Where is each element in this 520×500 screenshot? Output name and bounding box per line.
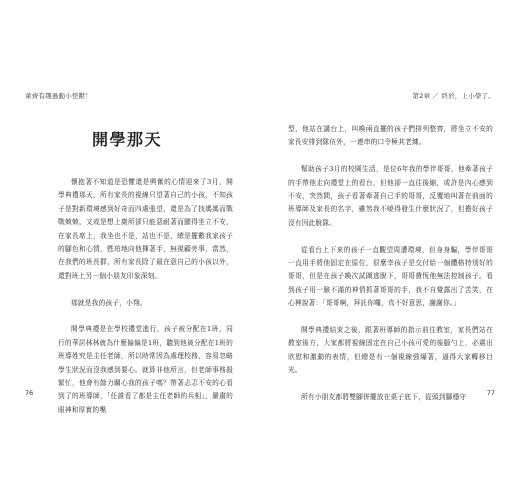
- paragraph: 所有小朋友都將雙腳併攏放在桌子底下，從頭到腳穩守: [301, 393, 467, 402]
- page-number: 76: [25, 389, 34, 397]
- right-page: [260, 0, 520, 500]
- chapter-title: 開學那天: [92, 130, 163, 149]
- running-head: 萊齊有趣過動小怪獸！: [25, 92, 92, 100]
- paragraph: 那就是我的孩子，小翔。: [71, 298, 147, 307]
- paragraph: 開學典禮是在學校禮堂進行，孩子被分配在1班，同行的華居林林就為什麼偏偏是1班，聽到他被分配在1班的班導姓究是主任老師，所以時常因為處理校務，容易忽略學生狀況而沒我感到要心。就算非他所言，但老師事務殺繁忙，他會有餘力關心我的孩子嗎？帶著忐忑不安的心看到了的班導師，「任誰看了都是主任老師的兵相」，嚴肅的眼神和厚實的嘴: [58, 325, 233, 414]
- running-head: 第2章 ／ 終於，上小學了。: [412, 92, 495, 100]
- body-text: [288, 123, 493, 404]
- paragraph: 開學典禮結束之後，跟著班導師的指示前往教室，家長們站在教室後方，大家都將視線固定在自己小孩可愛的後腦勺上，必震出欣慰和激動的表情，但總是有一個視線強爆著，逼得大家轉移目光。: [288, 326, 493, 375]
- body-text: [58, 176, 233, 417]
- page-number: 77: [486, 389, 495, 397]
- paragraph: 懷抱著不知道是恐懼還是興奮的心情迎來了3月，開學典禮那天，所有家長的視線只望著自己的小孩，不知孩子是對新環境感到好奇而四處張望，還是為了找媽媽而戰戰兢兢，又或是想上廁所卻只能惡耐著而顯得坐立不安，在家長席上，我坐也不是，站也不是，總是擺數我家孩子的腳色和心情，甦珀地向他揮著手，無視顧旁事，當然，在我們的班長群，所有家長除了最在意自己的小孩以外，還對班上另一個小朋友印象深刻。: [58, 178, 233, 280]
- paragraph: 幫助孩子3月的校園生活，是位6年我的學伴哥哥，他牽著孩子的手帶他走向禮堂上的看台，但他卻一直往後縮，或許是內心感到不安，突然間，孩子看著牽著自己手的哥哥，反覆地叫著在前面的班導師及家長的名字，雖然我不曉得發生什麼狀況了，但擔好孩子沒有因此脫隊。: [288, 165, 493, 227]
- paragraph: 型，他站在講台上，叫喚兩直擺的孩子們排列整齊，將坐立不安的家長安排到隊伍外，一連串的口令極其老練。: [288, 125, 493, 147]
- paragraph: 從看台上下來的孩子一直觀望周遭環境，但身身騙，學伴哥哥一直用手將他固定在原位，很麼幸孩子是交付給一個體格特別好的哥哥，但是在孩子喚次試圖逃脫下，哥哥費恆他無法控制孩子。看到孩子用一臉不滿的神情抓著哥哥的手，我不自覺露出了苦笑，在心裡說著：「哥哥啊，拜託你囉，真不好意思，謝謝你。」: [288, 245, 493, 308]
